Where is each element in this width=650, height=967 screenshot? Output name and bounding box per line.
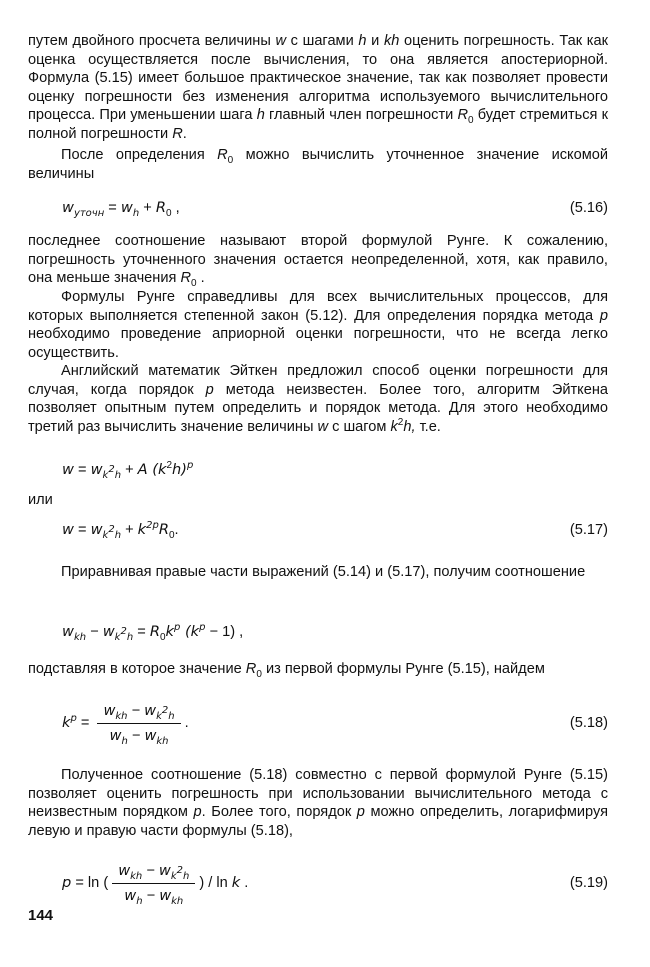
paragraph-2: После определения $R_0$ можно вычислить уточненное значение искомой величины xyxy=(28,147,609,182)
formula-5-19: p = ln ( $\frac{w_{kh} - w_{k^2h}}{w_h - w_{kh}}$ ) / ln k . xyxy=(62,861,249,907)
fraction: $\frac{w_{kh} - w_{k^2h}}{w_h - w_{kh}}$ xyxy=(97,701,180,746)
paragraph-6: Приравнивая правые части выражений (5.14) и (5.17), получим соотношение xyxy=(61,564,586,580)
paragraph-1: путем двойного просчета величины w с шагами h и kh оценить погрешность. Так как оценка осуществляется после вычисления, то она является апостериорной. Формула (5.15) имеет большое практическое значение, так как позволяет провести оценку погрешности без изменения алгоритма используемого вычислительного процесса. При уменьшении шага h главный член погрешности $R_0$ будет стремиться к полной погрешности R. xyxy=(28,33,608,142)
formula-5-17: $w = w_{k^2h} + k^{2p}R_0$. xyxy=(62,520,179,541)
formula-aitken: $w = w_{k^2h} + A$ $(k^2h)^p$ xyxy=(62,460,194,481)
equation-number-5-18: (5.18) xyxy=(569,715,608,731)
formula-5-16: $w_{уточн} = w_h + R_0$ , xyxy=(62,199,180,219)
paragraph-4: Формулы Рунге справедливы для всех вычислительных процессов, для которых выполняется степенной закон (5.12). Для определения порядка метода p необходимо проведение априорной оценки погрешности, что не всегда легко осуществить. xyxy=(28,289,608,361)
paragraph-7: подставляя в которое значение $R_0$ из первой формулы Рунге (5.15), найдем xyxy=(28,661,545,680)
paragraph-8: Полученное соотношение (5.18) совместно с первой формулой Рунге (5.15) позволяет оценить погрешность при использовании вычислительного метода с неизвестным порядком p. Более того, порядок p можно определить, логарифмируя левую и правую части формулы (5.18), xyxy=(28,767,608,839)
equation-number-5-19: (5.19) xyxy=(569,875,608,891)
word-ili: или xyxy=(28,492,53,508)
equation-number-5-16: (5.16) xyxy=(569,200,608,216)
paragraph-5: Английский математик Эйткен предложил способ оценки погрешности для случая, когда порядок p метода неизвестен. Более того, алгоритм Эйткена позволяет опытным путем определить и порядок метода. Для этого необходимо третий раз вычислить значение величины w с шагом $k^2h$, т.е. xyxy=(28,363,609,435)
fraction: $\frac{w_{kh} - w_{k^2h}}{w_h - w_{kh}}$ xyxy=(112,861,195,906)
page-number: 144 xyxy=(28,907,54,924)
formula-5-18: $k^p$ = $\frac{w_{kh} - w_{k^2h}}{w_h - w_{kh}}$ . xyxy=(62,701,189,747)
equation-number-5-17: (5.17) xyxy=(569,522,608,538)
paragraph-3: последнее соотношение называют второй формулой Рунге. К сожалению, погрешность уточненного значения остается неопределенной, хотя, как правило, она меньше значения $R_0$ . xyxy=(28,233,608,290)
formula-relation: $w_{kh} - w_{k^2h} = R_0k^p$ $(k^p - 1)$ , xyxy=(62,622,244,643)
